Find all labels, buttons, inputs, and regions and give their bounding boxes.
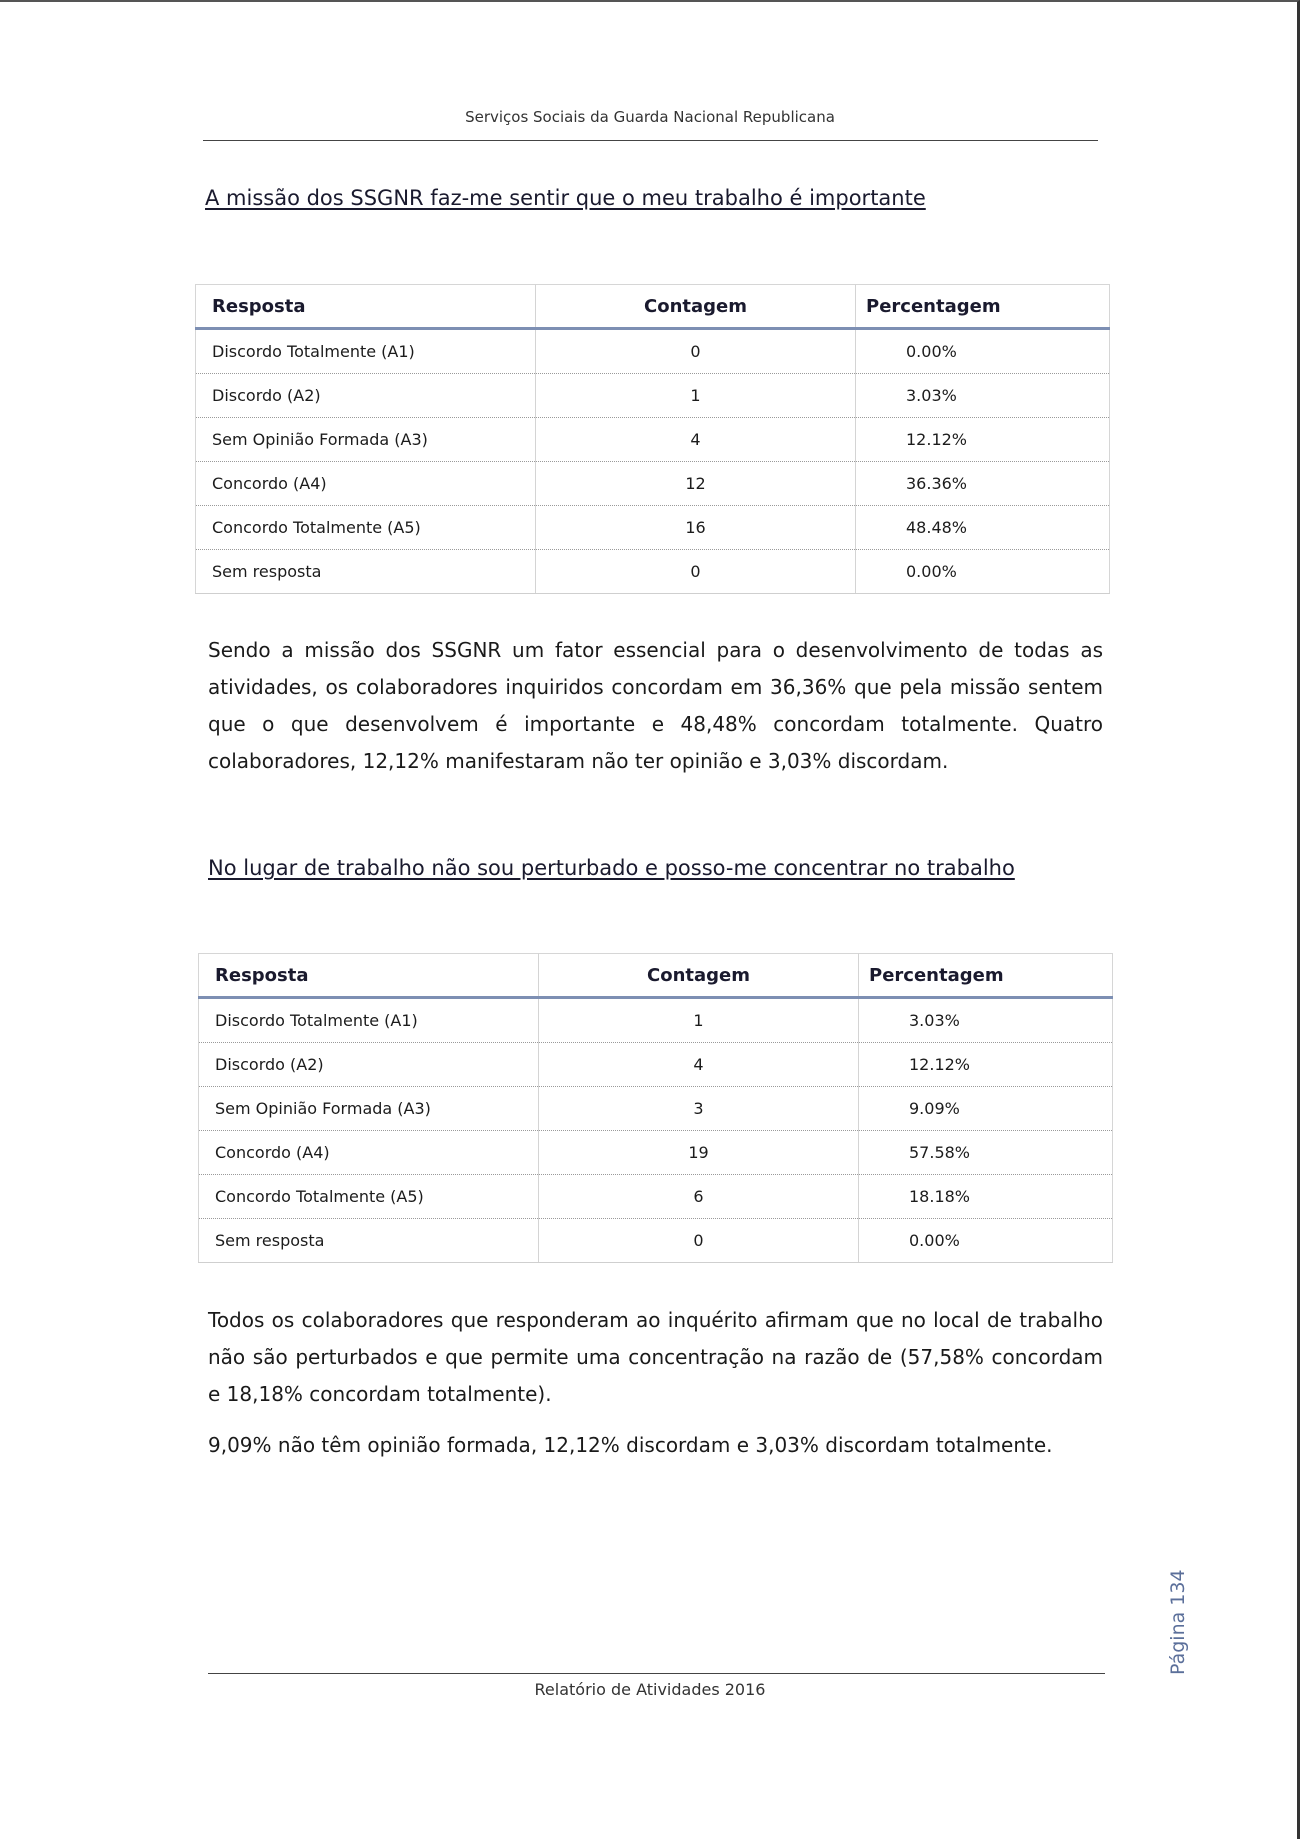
table-row bbox=[196, 462, 1110, 506]
cell-percentagem: 3.03% bbox=[859, 998, 1113, 1043]
section-1-paragraph: Sendo a missão dos SSGNR um fator essencial para o desenvolvimento de todas as atividades, os colaboradores inquiridos concordam em 36,36% que pela missão sentem que o que desenvolvem é importante e 48,48% concordam totalmente. Quatro colaboradores, 12,12% manifestaram não ter opinião e 3,03% discordam. bbox=[208, 638, 1103, 773]
cell-resposta: Discordo Totalmente (A1) bbox=[196, 329, 536, 374]
cell-contagem: 4 bbox=[539, 1043, 859, 1087]
table-row bbox=[196, 550, 1110, 594]
cell-contagem: 1 bbox=[536, 374, 856, 418]
section-1-title: A missão dos SSGNR faz-me sentir que o meu trabalho é importante bbox=[205, 186, 926, 210]
table-row bbox=[199, 998, 1113, 1043]
cell-resposta: Sem resposta bbox=[196, 550, 536, 594]
table-row bbox=[196, 418, 1110, 462]
table-row bbox=[199, 1043, 1113, 1087]
cell-contagem: 0 bbox=[536, 550, 856, 594]
cell-percentagem: 0.00% bbox=[859, 1219, 1113, 1263]
table-row bbox=[199, 1087, 1113, 1131]
table-2 bbox=[198, 953, 1113, 1263]
cell-contagem: 12 bbox=[536, 462, 856, 506]
cell-resposta: Discordo Totalmente (A1) bbox=[199, 998, 539, 1043]
header-rule bbox=[203, 140, 1098, 141]
cell-resposta: Concordo Totalmente (A5) bbox=[196, 506, 536, 550]
column-header-contagem: Contagem bbox=[536, 285, 856, 329]
page-header: Serviços Sociais da Guarda Nacional Republicana bbox=[465, 108, 835, 126]
cell-contagem: 19 bbox=[539, 1131, 859, 1175]
section-2-paragraph-1: Todos os colaboradores que responderam ao inquérito afirmam que no local de trabalho não são perturbados e que permite uma concentração na razão de (57,58% concordam e 18,18% concordam totalmente). bbox=[208, 1308, 1103, 1406]
table-1-header-row bbox=[196, 285, 1110, 329]
section-2-title: No lugar de trabalho não sou perturbado e posso-me concentrar no trabalho bbox=[208, 856, 1015, 880]
cell-resposta: Concordo (A4) bbox=[199, 1131, 539, 1175]
cell-contagem: 1 bbox=[539, 998, 859, 1043]
cell-percentagem: 18.18% bbox=[859, 1175, 1113, 1219]
cell-contagem: 3 bbox=[539, 1087, 859, 1131]
column-header-percentagem: Percentagem bbox=[856, 285, 1110, 329]
cell-percentagem: 12.12% bbox=[856, 418, 1110, 462]
footer-rule bbox=[208, 1673, 1105, 1674]
column-header-percentagem: Percentagem bbox=[859, 954, 1113, 998]
table-row bbox=[199, 1219, 1113, 1263]
cell-contagem: 0 bbox=[536, 329, 856, 374]
cell-resposta: Concordo Totalmente (A5) bbox=[199, 1175, 539, 1219]
cell-contagem: 0 bbox=[539, 1219, 859, 1263]
table-row bbox=[199, 1175, 1113, 1219]
cell-percentagem: 0.00% bbox=[856, 550, 1110, 594]
cell-resposta: Sem resposta bbox=[199, 1219, 539, 1263]
cell-percentagem: 3.03% bbox=[856, 374, 1110, 418]
cell-resposta: Discordo (A2) bbox=[196, 374, 536, 418]
cell-percentagem: 12.12% bbox=[859, 1043, 1113, 1087]
table-row bbox=[196, 329, 1110, 374]
table-row bbox=[196, 374, 1110, 418]
page-footer: Relatório de Atividades 2016 bbox=[534, 1680, 766, 1699]
cell-resposta: Sem Opinião Formada (A3) bbox=[196, 418, 536, 462]
cell-contagem: 16 bbox=[536, 506, 856, 550]
table-row bbox=[199, 1131, 1113, 1175]
cell-resposta: Discordo (A2) bbox=[199, 1043, 539, 1087]
cell-contagem: 6 bbox=[539, 1175, 859, 1219]
table-row bbox=[196, 506, 1110, 550]
table-1 bbox=[195, 284, 1110, 594]
section-2-paragraph-2: 9,09% não têm opinião formada, 12,12% discordam e 3,03% discordam totalmente. bbox=[208, 1433, 1053, 1457]
cell-percentagem: 36.36% bbox=[856, 462, 1110, 506]
cell-percentagem: 57.58% bbox=[859, 1131, 1113, 1175]
cell-percentagem: 9.09% bbox=[859, 1087, 1113, 1131]
column-header-resposta: Resposta bbox=[196, 285, 536, 329]
column-header-resposta: Resposta bbox=[199, 954, 539, 998]
table-2-header-row bbox=[199, 954, 1113, 998]
page-number-vertical: Página 134 bbox=[1167, 1569, 1189, 1675]
cell-percentagem: 48.48% bbox=[856, 506, 1110, 550]
column-header-contagem: Contagem bbox=[539, 954, 859, 998]
cell-resposta: Sem Opinião Formada (A3) bbox=[199, 1087, 539, 1131]
cell-resposta: Concordo (A4) bbox=[196, 462, 536, 506]
cell-percentagem: 0.00% bbox=[856, 329, 1110, 374]
cell-contagem: 4 bbox=[536, 418, 856, 462]
